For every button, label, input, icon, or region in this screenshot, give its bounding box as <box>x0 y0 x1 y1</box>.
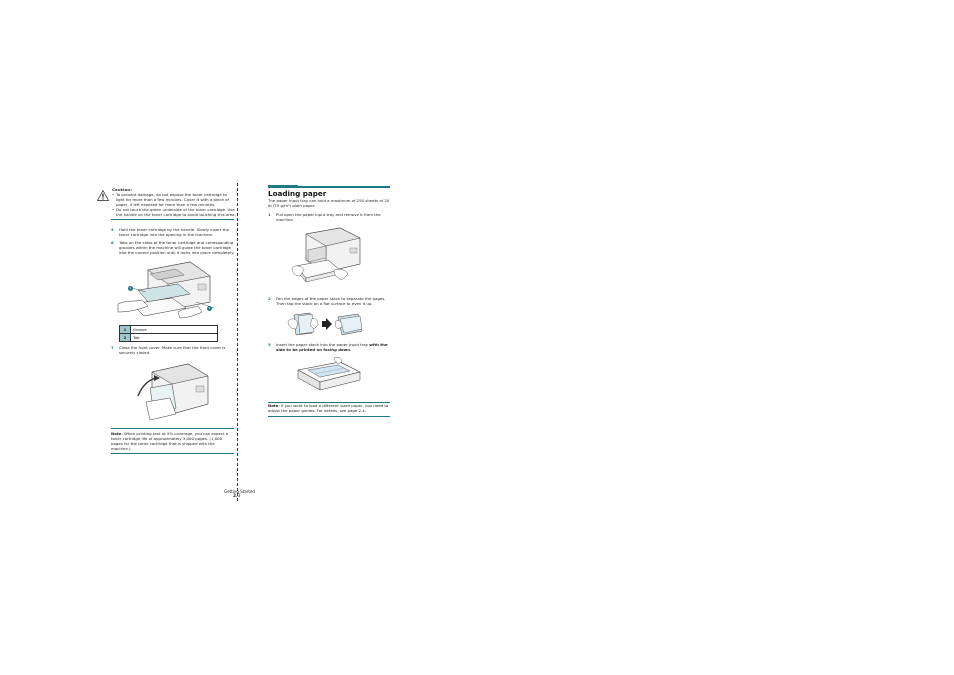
paper-step-2: 2 Fan the edges of the paper stack to separate the pages. Then tap the stack on a flat surface to even it up. <box>268 296 386 306</box>
callout-marker-1: 1 <box>129 286 132 290</box>
caution-bullet-1: • To prevent damage, do not expose the toner cartridge to light for more than a few minutes. Cover it with a piece of paper, if left exposed for more than a few minutes. <box>112 193 236 208</box>
fan-paper-illustration <box>288 311 364 337</box>
tray-pull-illustration <box>292 226 368 288</box>
paper-step-3: 3 Insert the paper stack into the paper input tray with the side to be printed on facing down. <box>268 342 388 352</box>
step-5: 5 Hold the toner cartridge by the handle. Slowly insert the toner cartridge into the opening in the machine. <box>111 227 230 237</box>
close-cover-illustration <box>136 362 210 420</box>
arrow-right-icon <box>322 318 332 330</box>
toner-insert-illustration <box>118 258 228 324</box>
page-number: 2.3 <box>233 493 241 499</box>
caution-title: Caution: <box>112 187 133 192</box>
paper-note-rule-bottom <box>268 416 390 417</box>
page-title: Loading paper <box>268 189 327 198</box>
column-divider <box>237 183 238 501</box>
title-rule-accent <box>268 185 298 188</box>
paper-tray-illustration <box>294 356 364 394</box>
section-label: Getting Started <box>224 489 255 494</box>
fan-stack-right <box>335 314 362 335</box>
caution-bullet-2: • Do not touch the green underside of the toner cartridge. Use the handle on the toner cartridge to avoid touching this area. <box>112 208 236 218</box>
callout-row: 1 Groove <box>120 326 218 334</box>
note-block: Note: When printing text at 5% coverage, you can expect a toner cartridge life of approximately 3,000 pages. (1,000 pages for the toner cartridge that is shipped with the machine.) <box>111 431 229 451</box>
fan-stack-left <box>288 313 318 335</box>
paper-step-1: 1 Pull open the paper input tray and remove it from the machine. <box>268 212 381 222</box>
callout-marker-2: 2 <box>208 306 211 310</box>
intro-text: The paper input tray can hold a maximum of 250 sheets of 20 lb (75 g/m²) plain paper. <box>268 198 390 208</box>
caution-block <box>112 188 236 217</box>
caution-triangle-icon <box>97 186 107 196</box>
note-rule-top <box>111 428 234 429</box>
callout-table <box>119 325 218 342</box>
caution-rule <box>111 219 234 220</box>
step-7: 7 Close the front cover. Make sure that the front cover is securely closed. <box>111 345 226 355</box>
paper-note-block: Note: If you want to load a different sized paper, you need to adjust the paper guides. For details, see page 2.4. <box>268 403 389 413</box>
note-rule-bottom <box>111 453 234 454</box>
callout-row: 2 Tab <box>120 334 218 342</box>
step-6: 6 Tabs on the sides of the toner cartridge and corresponding grooves within the machine will guide the toner cartridge into the correct position until it locks into place completely. <box>111 240 235 255</box>
